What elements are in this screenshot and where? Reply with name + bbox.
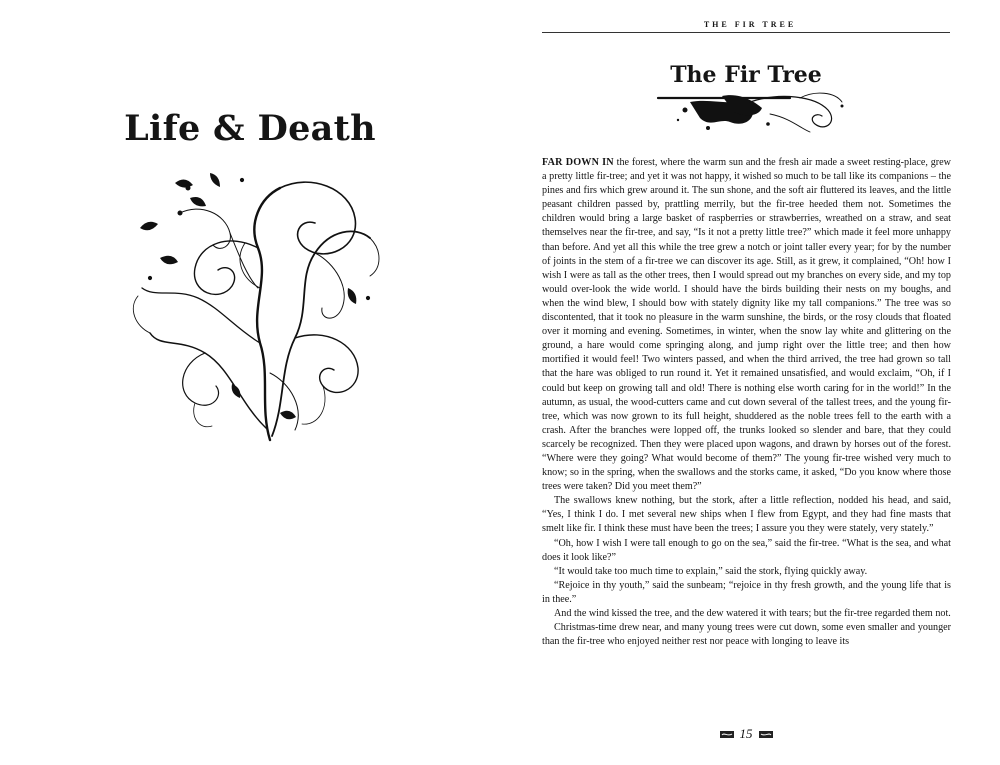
section-title: Life & Death <box>124 108 376 149</box>
paragraph <box>542 156 951 494</box>
left-ornament-icon <box>720 731 734 738</box>
paragraph-text: the forest, where the warm sun and the fresh air made a sweet resting-place, grew a pretty little fir-tree; and yet it was not happy, it wished so much to be tall like its companions – the pines and firs which grew around it. The sun shone, and the soft air fluttered its leaves, and the little peasant children passed by, prattling merrily, but the fir-tree heeded them not. Sometimes the children would bring a large basket of raspberries or strawberries, wreathed on a straw, and seat themselves near the fir-tree, and say, “Is it not a pretty little tree?” which made it feel more unhappy than before. And yet all this while the tree grew a notch or joint taller every year; for by the number of joints in the stem of a fir-tree we can discover its age. Still, as it grew, it complained, “Oh! how I wish I were as tall as the other trees, then I would spread out my branches on every side, and my top would over-look the wide world. I should have the birds building their nests on my boughs, and when the wind blew, I should bow with stately dignity like my tall companions.” The tree was so discontented, that it took no pleasure in the warm sunshine, the birds, or the rosy clouds that floated over it morning and evening. Sometimes, in winter, when the snow lay white and glittering on the ground, a hare would come springing along, and jump right over the little tree; and then how mortified it would feel! Two winters passed, and when the third arrived, the tree had grown so tall that the hare was obliged to run round it. Yet it remained unsatisfied, and would exclaim, “Oh, if I could but keep on growing tall and old! There is nothing else worth caring for in the world!” In the autumn, as usual, the wood-cutters came and cut down several of the tallest trees, and the young fir-tree, which was now grown to its full height, shuddered as the noble trees fell to the earth with a crash. After the branches were lopped off, the trunks looked so slender and bare, that they could scarcely be recognized. Then they were placed upon wagons, and drawn by horses out of the forest. “Where were they going? What would become of them?” The young fir-tree wished very much to know; so in the spring, when the swallows and the storks came, it asked, “Do you know where those trees were taken? Did you meet them?” <box>542 157 951 493</box>
story-body <box>542 156 951 649</box>
running-head: THE FIR TREE <box>703 20 797 29</box>
paragraph: Christmas-time drew near, and many young trees were cut down, some even smaller and younger than the fir-tree who enjoyed neither rest nor peace with longing to leave its <box>542 622 951 648</box>
ink-splash-ornament <box>650 88 850 136</box>
lead-in-caps: FAR DOWN IN <box>542 157 614 168</box>
story-title: The Fir Tree <box>670 62 822 88</box>
floral-flourish-illustration <box>120 168 390 443</box>
page-number: 15 <box>739 726 753 741</box>
paragraph: “It would take too much time to explain,” said the stork, flying quickly away. <box>554 565 868 577</box>
paragraph: “Oh, how I wish I were tall enough to go on the sea,” said the fir-tree. “What is the sea, and what does it look like?” <box>542 537 951 563</box>
page-footer <box>542 726 950 742</box>
paragraph: “Rejoice in thy youth,” said the sunbeam; “rejoice in thy fresh growth, and the young life that is in thee.” <box>542 579 951 605</box>
right-ornament-icon <box>759 731 773 738</box>
paragraph: And the wind kissed the tree, and the dew watered it with tears; but the fir-tree regarded them not. <box>554 608 951 619</box>
right-page <box>500 0 1000 765</box>
paragraph: The swallows knew nothing, but the stork, after a little reflection, nodded his head, and said, “Yes, I think I do. I met several new ships when I flew from Egypt, and they had fine masts that smelt like fir. I think these must have been the trees; I assure you they were stately, very stately.” <box>542 495 951 535</box>
running-head-rule <box>542 32 950 33</box>
